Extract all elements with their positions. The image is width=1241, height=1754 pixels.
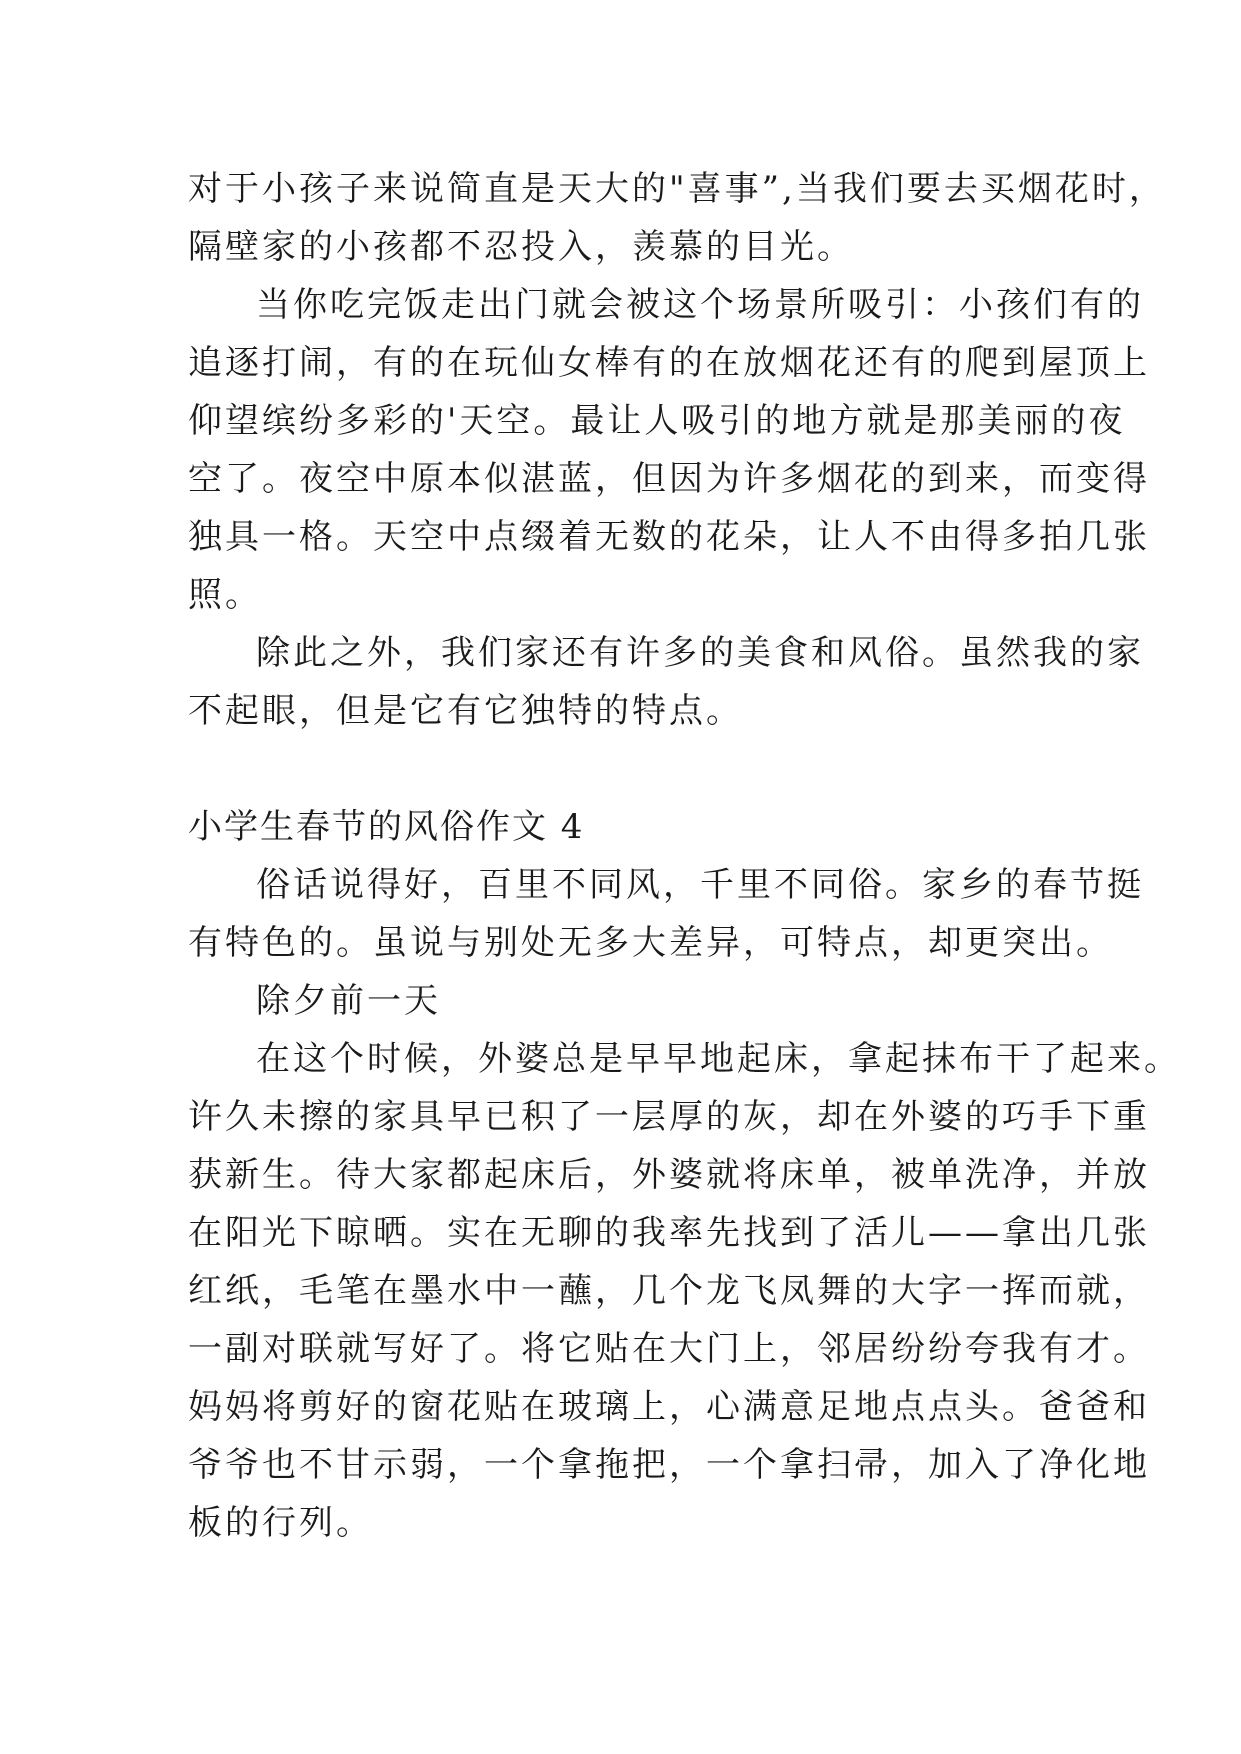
text-line: 有特色的。虽说与别处无多大差异，可特点，却更突出。	[188, 923, 1113, 963]
text-line: 独具一格。天空中点缀着无数的花朵，让人不由得多拍几张	[188, 517, 1150, 557]
subheading: 除夕前一天	[256, 981, 441, 1021]
text-line: 爷爷也不甘示弱，一个拿拖把，一个拿扫帚，加入了净化地	[188, 1445, 1150, 1485]
essay-heading: 小学生春节的风俗作文 4	[188, 807, 585, 847]
section-spacer	[188, 740, 1088, 798]
text-line: 板的行列。	[188, 1503, 373, 1543]
text-line: 许久未擦的家具早已积了一层厚的灰，却在外婆的巧手下重	[188, 1097, 1150, 1137]
text-line: 隔壁家的小孩都不忍投入，羡慕的目光。	[188, 227, 854, 267]
paragraph-1	[188, 160, 1166, 276]
text-line: 妈妈将剪好的窗花贴在玻璃上，心满意足地点点头。爸爸和	[188, 1387, 1150, 1427]
text-line: 获新生。待大家都起床后，外婆就将床单，被单洗净，并放	[188, 1155, 1150, 1195]
text-line: 一副对联就写好了。将它贴在大门上，邻居纷纷夸我有才。	[188, 1329, 1150, 1369]
text-line: 除此之外，我们家还有许多的美食和风俗。虽然我的家	[256, 633, 1144, 673]
text-line: 当你吃完饭走出门就会被这个场景所吸引：小孩们有的	[256, 285, 1144, 325]
paragraph-3	[188, 624, 1144, 740]
text-line: 仰望缤纷多彩的'天空。最让人吸引的地方就是那美丽的夜	[188, 401, 1126, 441]
text-line: 照。	[188, 575, 262, 615]
text-line: 俗话说得好，百里不同风，千里不同俗。家乡的春节挺	[256, 865, 1144, 905]
text-line: 在这个时候，外婆总是早早地起床，拿起抹布干了起来。	[256, 1039, 1181, 1079]
text-line: 追逐打闹，有的在玩仙女棒有的在放烟花还有的爬到屋顶上	[188, 343, 1150, 383]
text-line: 红纸，毛笔在墨水中一蘸，几个龙飞凤舞的大字一挥而就，	[188, 1271, 1150, 1311]
text-line: 不起眼，但是它有它独特的特点。	[188, 691, 743, 731]
paragraph-5	[188, 1030, 1181, 1552]
text-line: 对于小孩子来说简直是天大的"喜事”,当我们要去买烟花时，	[188, 169, 1166, 209]
paragraph-4	[188, 856, 1144, 972]
text-line: 在阳光下晾晒。实在无聊的我率先找到了活儿——拿出几张	[188, 1213, 1150, 1253]
essay-body	[188, 160, 1181, 1552]
paragraph-2	[188, 276, 1150, 624]
text-line: 空了。夜空中原本似湛蓝，但因为许多烟花的到来，而变得	[188, 459, 1150, 499]
